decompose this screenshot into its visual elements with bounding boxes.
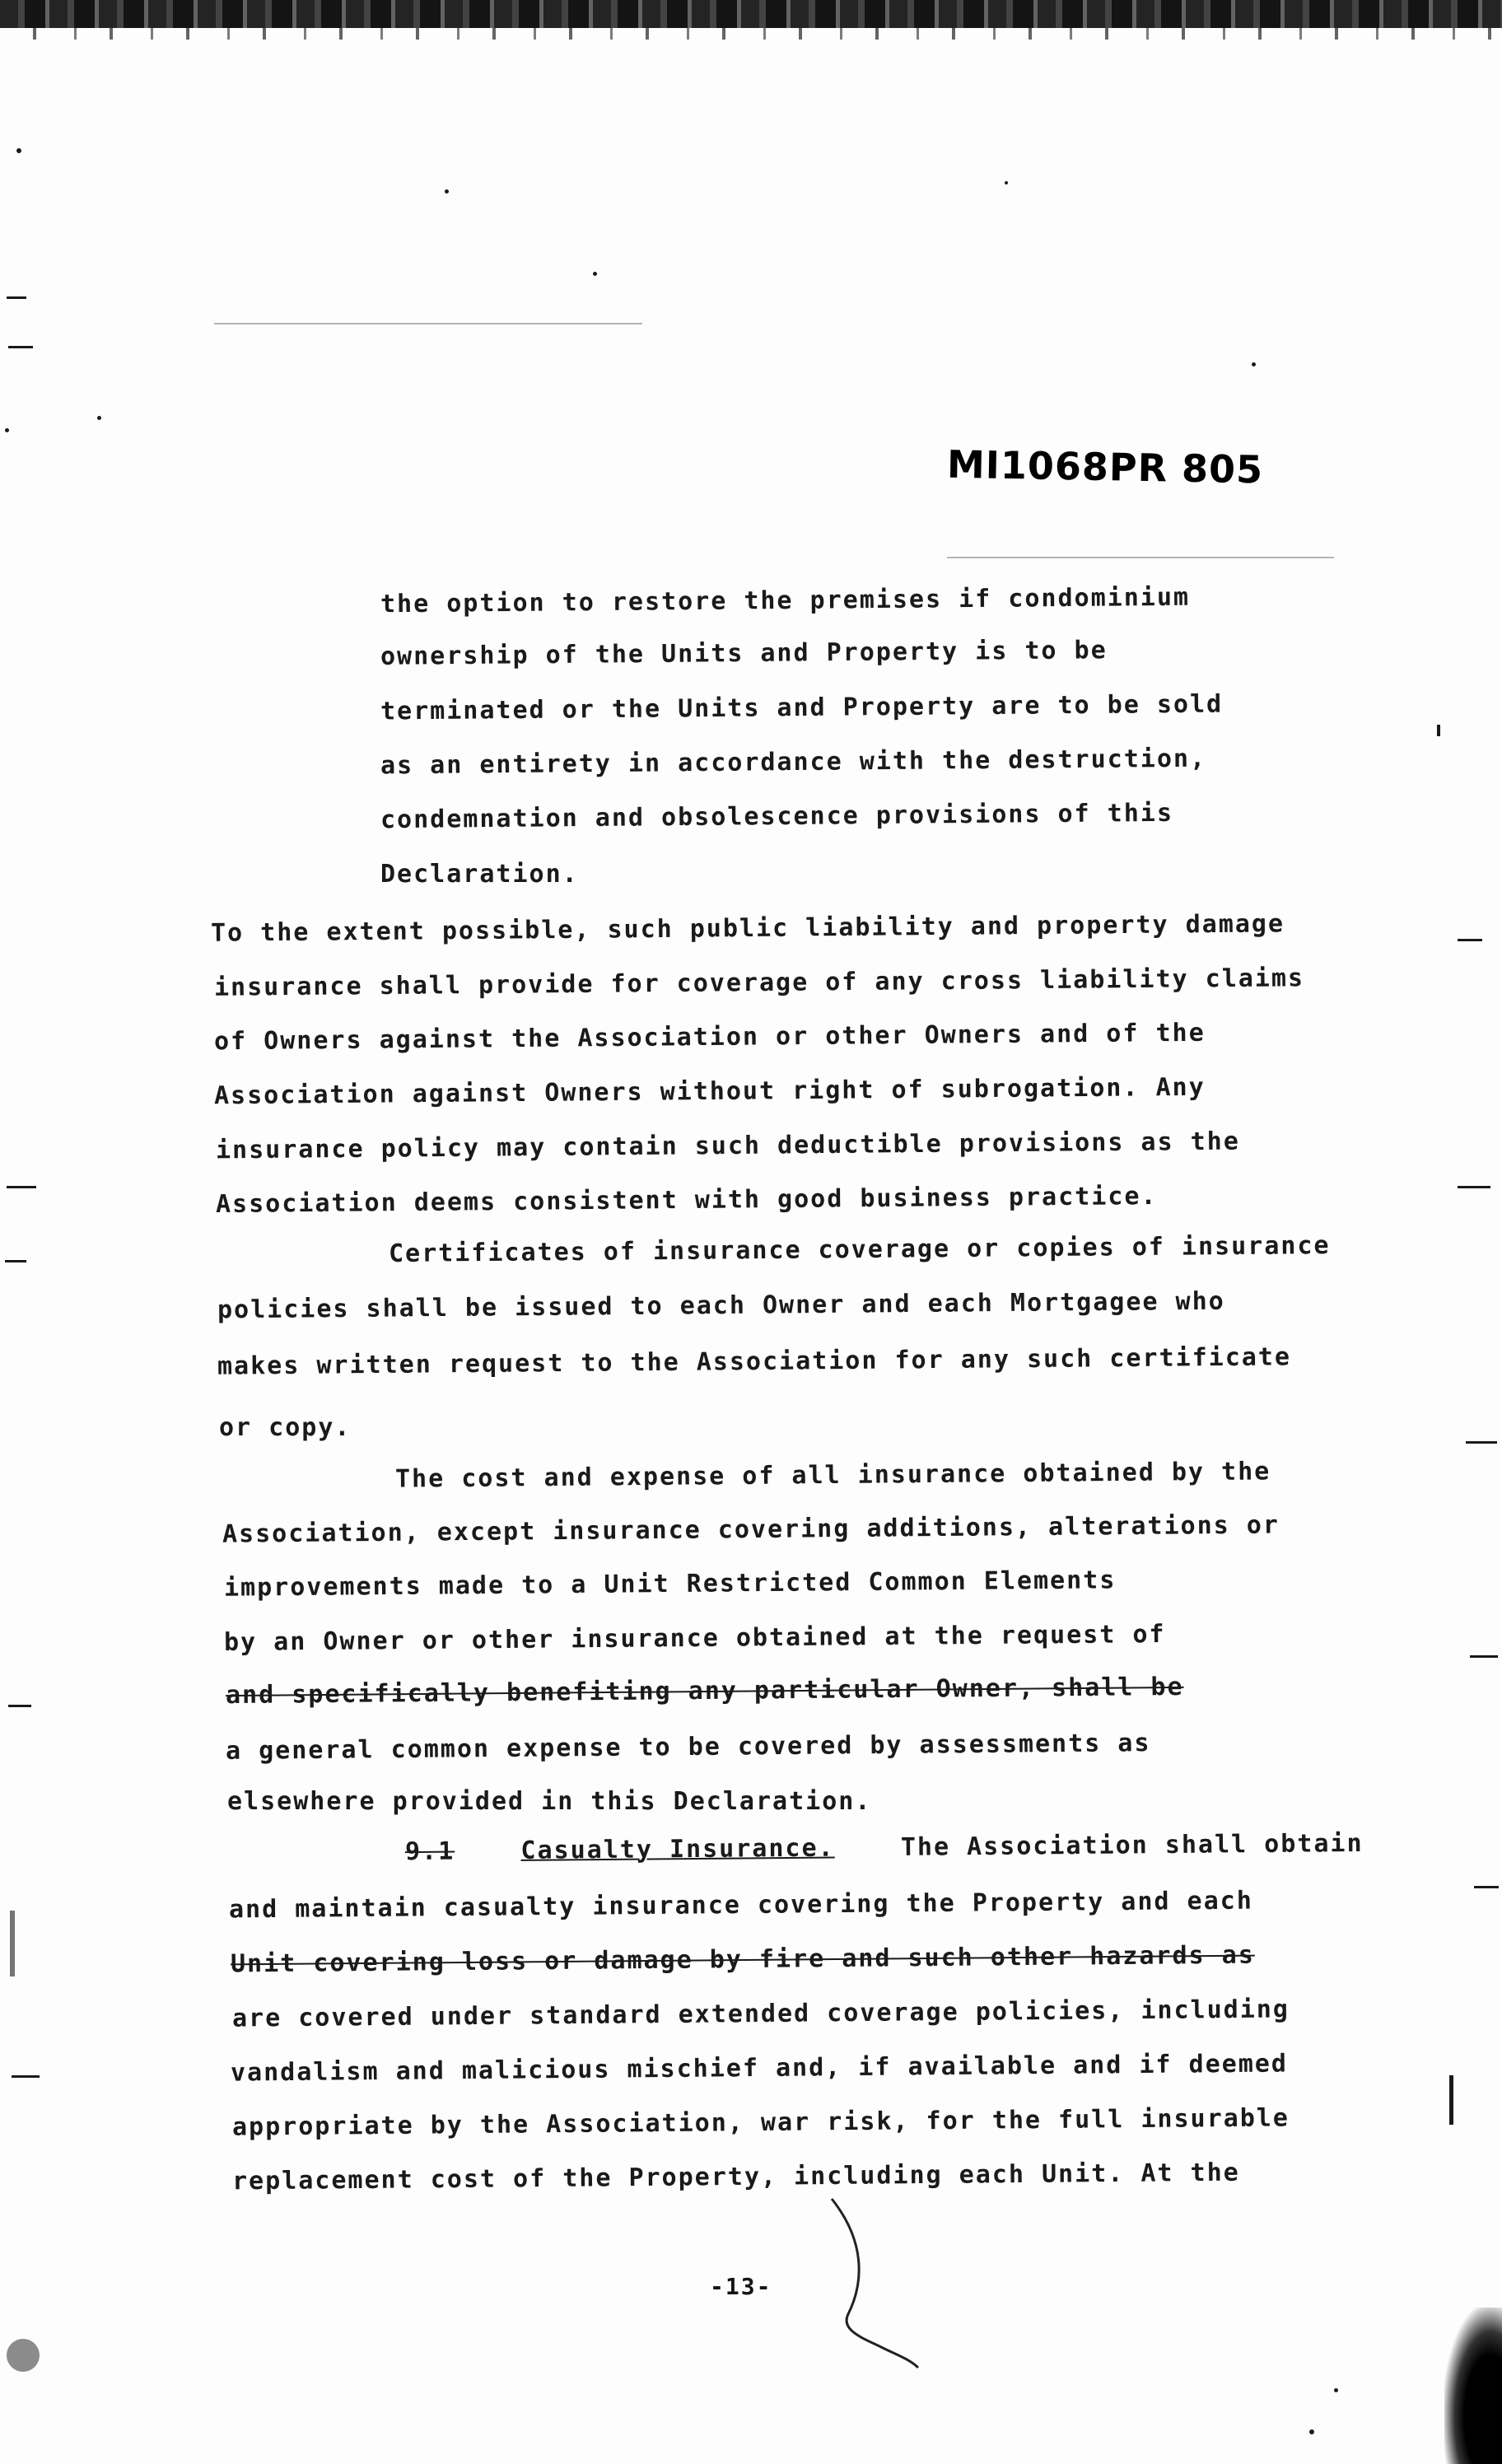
scan-speck xyxy=(1449,2075,1453,2125)
text-line: To the extent possible, such public liability and property damage xyxy=(210,909,1285,948)
text-line: Association against Owners without right of subrogation. Any xyxy=(213,1072,1206,1111)
text-line: insurance policy may contain such deductible provisions as the xyxy=(215,1127,1240,1165)
text-line: Association deems consistent with good business practice. xyxy=(215,1182,1158,1219)
scan-speck xyxy=(7,296,26,299)
text-line: and specifically benefiting any particular Owner, shall be xyxy=(225,1672,1184,1710)
scan-speck xyxy=(16,148,21,153)
text-line: by an Owner or other insurance obtained at the request of xyxy=(223,1620,1166,1657)
text-line: vandalism and malicious mischief and, if available and if deemed xyxy=(230,2049,1289,2088)
text-line: Unit covering loss or damage by fire and such other hazards as xyxy=(230,1940,1255,1979)
scan-top-edge xyxy=(0,0,1502,28)
text-line: terminated or the Units and Property are to be sold xyxy=(380,689,1224,726)
text-line: insurance shall provide for coverage of any cross liability claims xyxy=(213,964,1305,1002)
scan-speck xyxy=(10,1911,15,1976)
scan-speck xyxy=(1005,181,1008,184)
text-line: improvements made to a Unit Restricted Common Elements xyxy=(223,1566,1117,1603)
scan-speck xyxy=(1334,2388,1338,2392)
scan-speck xyxy=(97,416,101,420)
text-line: Association, except insurance covering additions, alterations or xyxy=(222,1510,1280,1549)
text-line: as an entirety in accordance with the destruction, xyxy=(380,744,1207,781)
scan-speck xyxy=(1470,1655,1498,1658)
scan-speck xyxy=(1437,725,1440,736)
scan-speck xyxy=(1309,2429,1314,2434)
scan-dash-line xyxy=(214,323,642,324)
text-line: ownership of the Units and Property is to be xyxy=(380,636,1108,671)
text-line: Certificates of insurance coverage or copies of insurance xyxy=(388,1231,1331,1268)
scan-speck xyxy=(445,189,449,194)
scan-speck xyxy=(5,428,9,432)
scan-speck xyxy=(7,1186,36,1188)
scan-corner-shadow xyxy=(1444,2308,1502,2464)
scan-speck xyxy=(593,272,597,276)
text-line: and maintain casualty insurance covering the Property and each xyxy=(228,1886,1253,1925)
text-line: Declaration. xyxy=(380,860,579,889)
recording-stamp: MI1068PR 805 xyxy=(946,441,1264,492)
text-line: a general common expense to be covered by assessments as xyxy=(225,1729,1151,1766)
section-first-line: The Association shall obtain xyxy=(900,1828,1364,1862)
text-line: elsewhere provided in this Declaration. xyxy=(227,1787,872,1816)
scan-speck xyxy=(8,1705,31,1707)
text-line: condemnation and obsolescence provisions of this xyxy=(380,798,1174,835)
scan-top-noise xyxy=(0,28,1502,40)
text-line: the option to restore the premises if condominium xyxy=(380,582,1191,619)
text-line: The cost and expense of all insurance obtained by the xyxy=(394,1457,1271,1494)
text-line: appropriate by the Association, war risk, for the full insurable xyxy=(231,2103,1290,2142)
scan-speck xyxy=(8,346,33,348)
scan-speck xyxy=(1252,362,1256,366)
scan-speck xyxy=(1458,1186,1490,1188)
page-number: -13- xyxy=(710,2273,772,2300)
scan-speck xyxy=(12,2075,40,2078)
section-title: Casualty Insurance. xyxy=(520,1833,835,1865)
text-line: replacement cost of the Property, including each Unit. At the xyxy=(231,2158,1240,2196)
text-line: of Owners against the Association or other Owners and of the xyxy=(213,1018,1206,1057)
text-line: or copy. xyxy=(219,1413,352,1442)
scan-speck xyxy=(5,1260,26,1262)
text-line: policies shall be issued to each Owner and each Mortgagee who xyxy=(217,1286,1225,1325)
handwritten-mark xyxy=(815,2191,931,2372)
text-line: makes written request to the Association for any such certificate xyxy=(217,1342,1292,1381)
scan-dash-line xyxy=(947,557,1334,558)
section-heading-line xyxy=(405,1829,1364,1866)
text-line: are covered under standard extended coverage policies, including xyxy=(231,1995,1290,2033)
scan-speck xyxy=(7,2339,40,2372)
section-number: 9.1 xyxy=(404,1836,455,1867)
scan-speck xyxy=(1474,1886,1499,1888)
scan-speck xyxy=(1458,939,1482,941)
scan-speck xyxy=(1466,1441,1497,1444)
